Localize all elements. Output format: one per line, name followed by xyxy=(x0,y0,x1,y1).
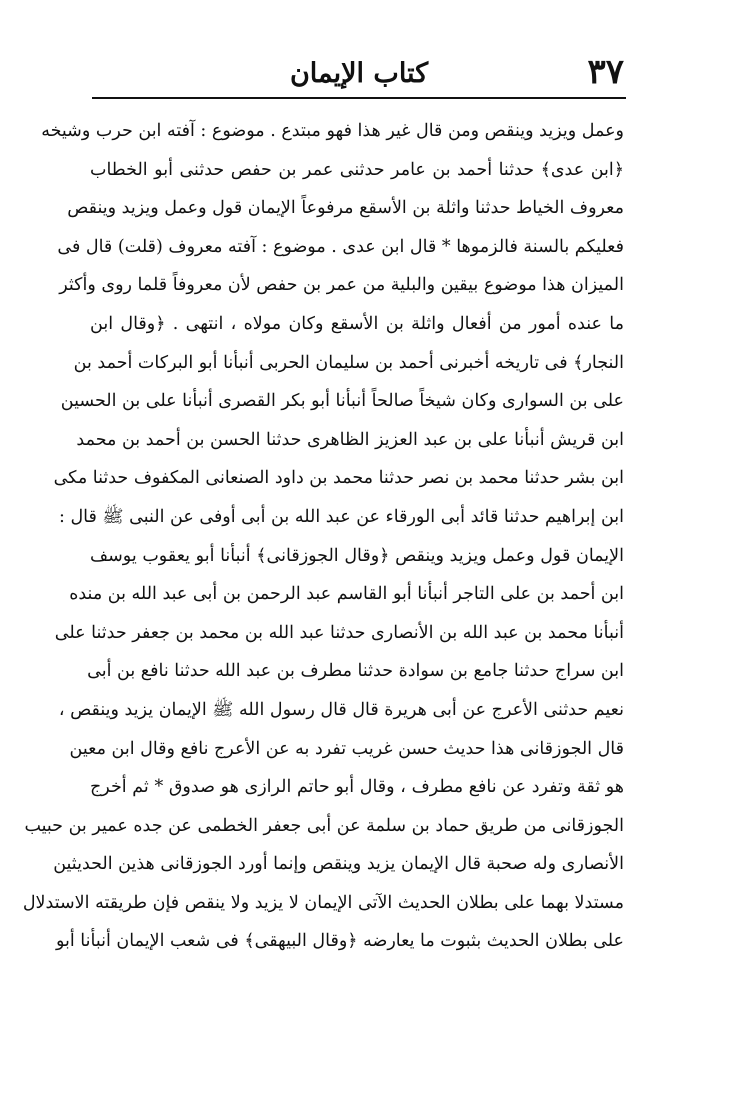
body-text xyxy=(22,112,624,961)
text-line: ما عنده أمور من أفعال واثلة بن الأسقع وكان مولاه ، انتهى . ﴿وقال ابن xyxy=(90,313,624,334)
text-line: الميزان هذا موضوع بيقين والبلية من عمر بن حفص لأن معروفاً قلما روى وأكثر xyxy=(59,275,624,296)
text-line: ابن سراج حدثنا جامع بن سوادة حدثنا مطرف بن عبد الله حدثنا نافع بن أبى xyxy=(87,661,624,682)
text-line: أنبأنا محمد بن عبد الله بن الأنصارى حدثنا عبد الله بن محمد بن جعفر حدثنا على xyxy=(54,622,624,643)
text-line: على بطلان الحديث بثبوت ما يعارضه ﴿وقال البيهقى﴾ فى شعب الإيمان أنبأنا أبو xyxy=(55,931,624,952)
header-divider xyxy=(92,97,626,99)
page-title: كتاب الإيمان xyxy=(289,58,429,89)
text-line: الجوزقانى من طريق حماد بن سلمة عن أبى جعفر الخطمى عن جده عمير بن حبيب xyxy=(24,815,624,836)
text-line: معروف الخياط حدثنا واثلة بن الأسقع مرفوعاً الإيمان قول وعمل ويزيد وينقص xyxy=(67,198,624,219)
text-line: ابن بشر حدثنا محمد بن نصر حدثنا محمد بن داود الصنعانى المكفوف حدثنا مكى xyxy=(53,468,624,489)
text-line: هو ثقة وتفرد عن نافع مطرف ، وقال أبو حاتم الرازى هو صدوق * ثم أخرج xyxy=(90,777,624,798)
text-line: قال الجوزقانى هذا حديث حسن غريب تفرد به عن الأعرج نافع وقال ابن معين xyxy=(69,738,624,759)
text-line: الأنصارى وله صحبة قال الإيمان يزيد وينقص وإنما أورد الجوزقانى هذين الحديثين xyxy=(53,854,624,875)
text-line: ابن قريش أنبأنا على بن عبد العزيز الظاهرى حدثنا الحسن بن أحمد بن محمد xyxy=(76,429,624,450)
text-line: ابن أحمد بن على التاجر أنبأنا أبو القاسم عبد الرحمن بن أبى عبد الله بن منده xyxy=(69,584,624,605)
text-line: وعمل ويزيد وينقص ومن قال غير هذا فهو مبتدع . موضوع : آفته ابن حرب وشيخه xyxy=(41,121,624,141)
text-line: ابن إبراهيم حدثنا قائد أبى الورقاء عن عبد الله بن أبى أوفى عن النبى ﷺ قال : xyxy=(58,506,624,527)
text-line: الإيمان قول وعمل ويزيد وينقص ﴿وقال الجوزقانى﴾ أنبأنا أبو يعقوب يوسف xyxy=(90,545,624,566)
text-line: نعيم حدثنى الأعرج عن أبى هريرة قال قال رسول الله ﷺ الإيمان يزيد وينقص ، xyxy=(58,699,624,720)
text-line: فعليكم بالسنة فالزموها * قال ابن عدى . موضوع : آفته معروف (قلت) قال فى xyxy=(57,236,624,257)
page-number: ٣٧ xyxy=(587,52,624,92)
text-line: ﴿ابن عدى﴾ حدثنا أحمد بن عامر حدثنى عمر بن حفص حدثنى أبو الخطاب xyxy=(90,159,624,180)
text-line: مستدلا بهما على بطلان الحديث الآتى الإيمان لا يزيد ولا ينقص فإن طريقته الاستدلال xyxy=(22,892,624,913)
text-line: النجار﴾ فى تاريخه أخبرنى أحمد بن سليمان الحربى أنبأنا أبو البركات أحمد بن xyxy=(73,352,624,373)
page-header xyxy=(92,52,626,96)
text-line: على بن السوارى وكان شيخاً صالحاً أنبأنا أبو بكر القصرى أنبأنا على بن الحسين xyxy=(60,391,624,412)
